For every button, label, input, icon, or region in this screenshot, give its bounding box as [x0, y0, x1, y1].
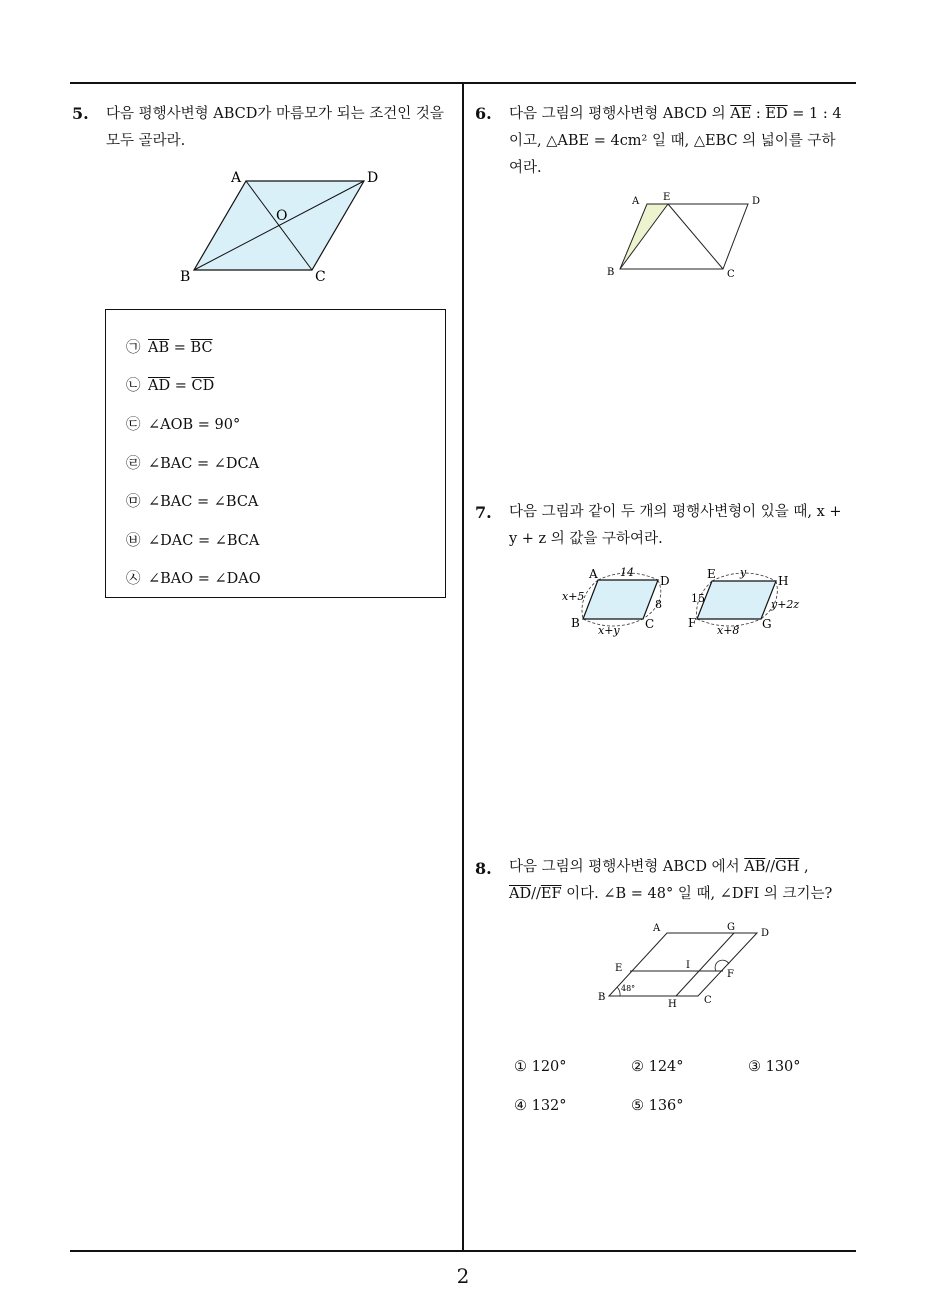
q5-label-c: C [315, 269, 326, 285]
q6-line1-a: 다음 그림의 평행사변형 ABCD 의 [509, 106, 731, 122]
q5-condition-2-eq: = [170, 378, 192, 394]
q7-top-length-2: y [740, 566, 747, 579]
q8-label-g: G [727, 922, 735, 933]
q7-label-c: C [645, 617, 655, 631]
q8-option-2[interactable]: ② 124° [631, 1059, 684, 1075]
q7-line2: y + z 의 값을 구하여라. [509, 531, 663, 547]
q5-number: 5. [72, 104, 89, 123]
q7-number: 7. [475, 503, 492, 522]
q8-label-e: E [615, 963, 623, 974]
q5-line1: 다음 평행사변형 ABCD가 마름모가 되는 조건인 것을 [106, 106, 444, 122]
q8-option-5[interactable]: ⑤ 136° [631, 1098, 684, 1114]
q8-label-a: A [653, 923, 661, 934]
q8-seg-ad: $\overline{AD}$ [509, 886, 532, 902]
page-number: 2 [456, 1264, 470, 1288]
q5-label-o: O [276, 208, 288, 224]
q8-seg-gh [676, 933, 734, 996]
q8-option-4[interactable]: ④ 132° [514, 1098, 567, 1114]
q7-right-length-1: 8 [655, 598, 662, 611]
q7-label-b: B [571, 616, 580, 630]
q7-label-a: A [589, 567, 598, 581]
q7-label-e: E [707, 567, 716, 581]
q7-bottom-length-2: x+8 [717, 624, 740, 637]
q5-condition-1-left: $\overline{AB}$ [148, 340, 170, 356]
q5-condition-1-eq: = [169, 340, 191, 356]
q5-label-a: A [231, 170, 242, 186]
q5-condition-7-text: ∠BAO = ∠DAO [148, 571, 261, 587]
q6-label-b: B [607, 267, 615, 278]
q8-label-h: H [668, 999, 677, 1010]
q7-label-f: F [688, 616, 697, 630]
q5-condition-4-text: ∠BAC = ∠DCA [148, 456, 260, 472]
q5-condition-6-text: ∠DAC = ∠BCA [148, 533, 260, 549]
q6-line3: 여라. [509, 160, 542, 176]
q6-colon: : [751, 106, 766, 122]
q8-seg-ab: $\overline{AB}$ [744, 859, 766, 875]
q8-line1-a: 다음 그림의 평행사변형 ABCD 에서 [509, 859, 745, 875]
q7-label-h: H [778, 574, 789, 588]
q6-label-e: E [663, 192, 671, 203]
q6-seg-ed: $\overline{ED}$ [765, 106, 788, 122]
q7-bottom-length-1: x+y [598, 624, 620, 637]
q5-condition-5-text: ∠BAC = ∠BCA [148, 494, 259, 510]
q8-label-d: D [761, 928, 770, 939]
q8-seg-ef: $\overline{EF}$ [540, 886, 562, 902]
q6-label-a: A [632, 196, 640, 207]
q5-label-b: B [180, 269, 191, 285]
q8-option-3[interactable]: ③ 130° [748, 1059, 801, 1075]
q8-label-b: B [598, 992, 606, 1003]
q5-condition-4-mark: ㉣ [126, 456, 141, 472]
q8-label-f: F [727, 969, 734, 980]
q5-condition-1-mark: ㉠ [126, 340, 141, 356]
q5-label-d: D [367, 170, 379, 186]
q5-condition-6-mark: ㉥ [126, 533, 141, 549]
q5-condition-1-right: $\overline{BC}$ [190, 340, 213, 356]
q8-label-c: C [704, 995, 712, 1006]
q8-parallel-1: // [765, 859, 776, 875]
q7-right-length-2: y+2z [771, 598, 800, 611]
q7-left-length-1: x+5 [562, 590, 585, 603]
q5-condition-2-left: $\overline{AD}$ [148, 378, 171, 394]
q7-line1: 다음 그림과 같이 두 개의 평행사변형이 있을 때, x + [509, 504, 842, 520]
q5-condition-7-mark: ㉦ [126, 571, 141, 587]
q6-number: 6. [475, 104, 492, 123]
q7-label-d: D [660, 574, 670, 588]
q6-seg-ae: $\overline{AE}$ [730, 106, 752, 122]
q8-parallel-2: // [531, 886, 541, 902]
q8-line1-b: , [799, 859, 809, 875]
q7-label-g: G [762, 617, 772, 631]
q8-option-1[interactable]: ① 120° [514, 1059, 567, 1075]
q6-line1-b: = 1 : 4 [787, 106, 842, 122]
q5-condition-5-mark: ㉤ [126, 494, 141, 510]
q8-angle-b-arc [617, 987, 620, 996]
q5-condition-3-text: ∠AOB = 90° [148, 417, 241, 433]
q6-line2: 이고, △ABE = 4cm² 일 때, △EBC 의 넓이를 구하 [509, 133, 836, 149]
q7-left-length-2: 15 [691, 592, 705, 605]
q6-label-c: C [727, 269, 735, 280]
q5-condition-2-mark: ㉡ [126, 378, 141, 394]
q8-label-i: I [686, 960, 690, 971]
q5-condition-2-right: $\overline{CD}$ [191, 378, 215, 394]
q5-line2: 모두 골라라. [106, 133, 186, 149]
q7-top-length-1: 14 [620, 566, 634, 579]
q8-number: 8. [475, 859, 492, 878]
q5-condition-3-mark: ㉢ [126, 417, 141, 433]
q8-seg-gh: $\overline{GH}$ [775, 859, 800, 875]
q8-label-angle: 48° [621, 984, 636, 993]
q6-label-d: D [752, 196, 761, 207]
q8-line2-b: 이다. ∠B = 48° 일 때, ∠DFI 의 크기는? [561, 886, 833, 902]
